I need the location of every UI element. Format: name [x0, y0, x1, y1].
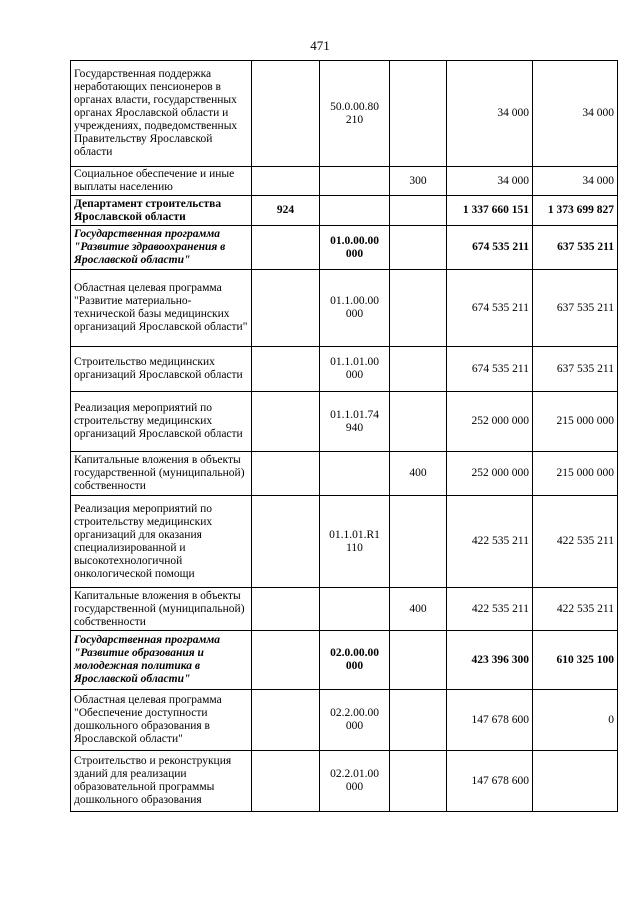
table-row	[71, 496, 618, 588]
row-sum-year-2: 1 373 699 827	[533, 196, 618, 226]
table-row	[71, 196, 618, 226]
table-row	[71, 690, 618, 751]
row-sum-year-2: 34 000	[533, 167, 618, 196]
row-code: 01.1.01.74 940	[320, 392, 390, 452]
row-sum-year-2	[533, 751, 618, 812]
row-dept	[252, 226, 320, 270]
row-dept	[252, 496, 320, 588]
row-expense-type	[390, 392, 447, 452]
row-sum-year-1: 674 535 211	[447, 226, 533, 270]
row-code	[320, 452, 390, 496]
table-row	[71, 452, 618, 496]
page-number: 471	[310, 38, 330, 53]
table-row	[71, 167, 618, 196]
row-name: Реализация мероприятий по строительству медицинских организаций Ярославской области	[71, 392, 252, 452]
row-dept	[252, 588, 320, 631]
row-sum-year-2: 422 535 211	[533, 588, 618, 631]
row-sum-year-1: 147 678 600	[447, 690, 533, 751]
row-sum-year-1: 252 000 000	[447, 392, 533, 452]
row-code: 50.0.00.80 210	[320, 61, 390, 167]
row-sum-year-2: 215 000 000	[533, 452, 618, 496]
row-expense-type: 400	[390, 588, 447, 631]
row-sum-year-2: 637 535 211	[533, 226, 618, 270]
row-sum-year-1: 147 678 600	[447, 751, 533, 812]
row-code: 01.1.01.00 000	[320, 347, 390, 392]
row-name: Строительство медицинских организаций Ярославской области	[71, 347, 252, 392]
row-code	[320, 196, 390, 226]
row-dept	[252, 347, 320, 392]
row-sum-year-2: 637 535 211	[533, 270, 618, 347]
row-name: Капитальные вложения в объекты государственной (муниципальной) собственности	[71, 588, 252, 631]
row-dept: 924	[252, 196, 320, 226]
row-sum-year-2: 610 325 100	[533, 631, 618, 690]
row-dept	[252, 270, 320, 347]
table-row	[71, 751, 618, 812]
row-name: Государственная поддержка неработающих пенсионеров в органах власти, государственных органах Ярославской области и учреждениях, подведомственных Правительству Ярославской области	[71, 61, 252, 167]
row-sum-year-1: 423 396 300	[447, 631, 533, 690]
row-sum-year-1: 674 535 211	[447, 347, 533, 392]
row-code: 01.0.00.00 000	[320, 226, 390, 270]
row-expense-type	[390, 690, 447, 751]
row-name: Областная целевая программа "Обеспечение доступности дошкольного образования в Ярославской области"	[71, 690, 252, 751]
row-sum-year-2: 422 535 211	[533, 496, 618, 588]
row-name: Капитальные вложения в объекты государственной (муниципальной) собственности	[71, 452, 252, 496]
row-name: Областная целевая программа "Развитие материально-технической базы медицинских организаций Ярославской области"	[71, 270, 252, 347]
row-expense-type	[390, 631, 447, 690]
row-name: Государственная программа "Развитие здравоохранения в Ярославской области"	[71, 226, 252, 270]
row-dept	[252, 167, 320, 196]
row-expense-type	[390, 347, 447, 392]
row-sum-year-2: 215 000 000	[533, 392, 618, 452]
row-code: 02.2.00.00 000	[320, 690, 390, 751]
row-expense-type	[390, 196, 447, 226]
row-sum-year-2: 34 000	[533, 61, 618, 167]
row-code	[320, 167, 390, 196]
table-row	[71, 631, 618, 690]
row-name: Строительство и реконструкция зданий для реализации образовательной программы дошкольного образования	[71, 751, 252, 812]
row-dept	[252, 631, 320, 690]
row-expense-type	[390, 61, 447, 167]
row-expense-type: 300	[390, 167, 447, 196]
table-row	[71, 588, 618, 631]
row-expense-type: 400	[390, 452, 447, 496]
row-code: 01.1.00.00 000	[320, 270, 390, 347]
row-name: Реализация мероприятий по строительству медицинских организаций для оказания специализированной и высокотехнологичной онкологической помощи	[71, 496, 252, 588]
row-sum-year-1: 252 000 000	[447, 452, 533, 496]
row-sum-year-2: 637 535 211	[533, 347, 618, 392]
row-expense-type	[390, 496, 447, 588]
row-name: Департамент строительства Ярославской области	[71, 196, 252, 226]
row-sum-year-2: 0	[533, 690, 618, 751]
row-name: Государственная программа "Развитие образования и молодежная политика в Ярославской области"	[71, 631, 252, 690]
row-code	[320, 588, 390, 631]
row-sum-year-1: 422 535 211	[447, 496, 533, 588]
table-row	[71, 226, 618, 270]
row-sum-year-1: 34 000	[447, 167, 533, 196]
row-sum-year-1: 1 337 660 151	[447, 196, 533, 226]
row-dept	[252, 61, 320, 167]
row-dept	[252, 452, 320, 496]
row-name: Социальное обеспечение и иные выплаты населению	[71, 167, 252, 196]
row-sum-year-1: 674 535 211	[447, 270, 533, 347]
row-dept	[252, 751, 320, 812]
row-expense-type	[390, 270, 447, 347]
budget-table	[70, 60, 618, 812]
row-expense-type	[390, 226, 447, 270]
table-row	[71, 61, 618, 167]
row-dept	[252, 690, 320, 751]
table-row	[71, 270, 618, 347]
row-sum-year-1: 34 000	[447, 61, 533, 167]
table-row	[71, 392, 618, 452]
row-dept	[252, 392, 320, 452]
row-code: 01.1.01.R1 110	[320, 496, 390, 588]
row-sum-year-1: 422 535 211	[447, 588, 533, 631]
table-row	[71, 347, 618, 392]
row-code: 02.0.00.00 000	[320, 631, 390, 690]
row-expense-type	[390, 751, 447, 812]
row-code: 02.2.01.00 000	[320, 751, 390, 812]
